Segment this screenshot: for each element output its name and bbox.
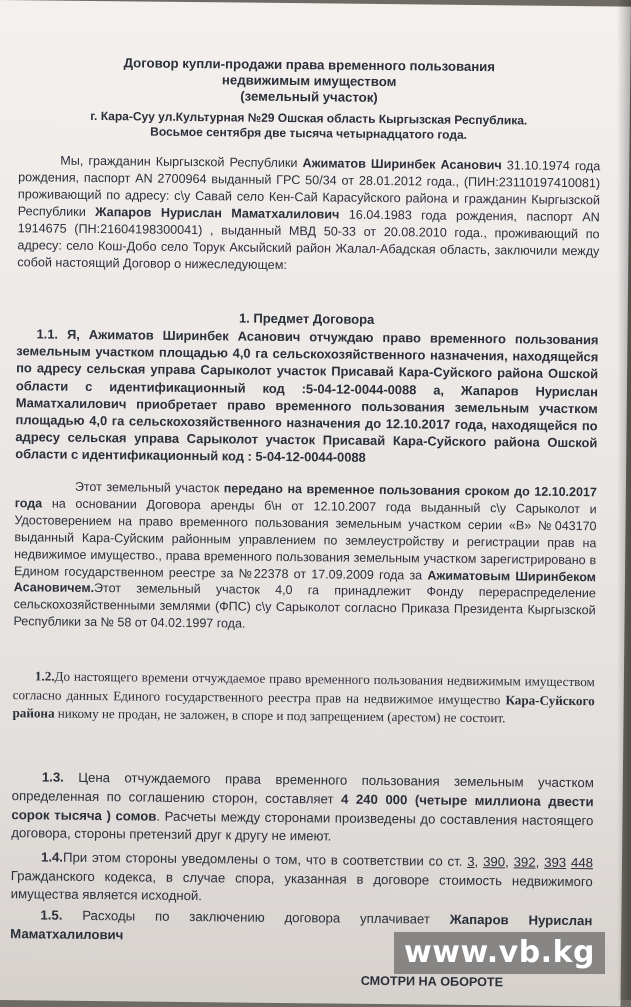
clause-1-2-bold: Кара-Суйского района — [12, 691, 595, 721]
clause-1-1: 1.1. Я, Ажиматов Ширинбек Асанович отчуждаю право временного пользования земельным участком площадью 4,0 га сельскохозяйственного назначения, находящейся по адресу сельская управа Сарыколот участок Присавай Кара-Суйского района Ошской области с идентификационный код :5-04-12-0044-0088 а, Жапаров Нурислан Маматхалилович приобретает право временного пользования земельным участком площадью 4,0 га сельскохозяйственного назначения до 12.10.2017 года, находящейся по адресу сельская управа Сарыколот участок Присавай Кара-Суйского района Ошской области с идентификационный код : 5-04-12-0044-0088 — [15, 326, 599, 466]
separator: , — [505, 854, 514, 870]
place-and-date — [39, 108, 579, 144]
clause-1-1-continued — [13, 478, 597, 636]
clause-1-1b-bold-1: передано на временное пользования сроком до 12.10.2017 года — [14, 481, 597, 511]
clause-1-4-number: 1.4. — [40, 849, 64, 865]
section-heading: 1. Предмет Договора — [238, 310, 375, 327]
clause-1-2-number: 1.2. — [34, 668, 55, 684]
clause-1-2 — [12, 667, 595, 729]
payer-name: Жапаров Нурислан Маматхалилович — [10, 911, 593, 942]
clause-1-5-number: 1.5. — [40, 907, 63, 923]
clause-1-1b-text-2: на основании Договора аренды б\н от 12.10.2007 года выданный с\у Сарыколот и Удостоверением на право временного пользования земельным участком серии «В» №043170 выданный Кара-Суйским районным управлением по землеустройству и регистрации прав на недвижимое имущество., права временного пользования земельным участком зарегистрировано в Едином государственном реестре за №22378 от 17.09.2009 года за — [13, 496, 597, 583]
title-line-3: (земельный участок) — [240, 88, 378, 105]
clause-1-1b-text-1: Этот земельный участок — [74, 479, 224, 496]
title-line-1: Договор купли-продажи права временного пользования — [123, 55, 496, 75]
intro-text-2: 31.10.1974 года рождения, паспорт AN 2700964 выданный ГРС 50/34 от 28.01.2012 года., (ПИН:23110197410081) проживающий по адресу: с\у Савай село Кен-Сай Карасуйского района и гражданин Кыргызской Республики — [17, 158, 601, 220]
clause-1-1b-text-3: Этот земельный участок 4,0 га принадлежит Фонду перераспределение сельскохозяйственными землями (ФПС) с\у Сарыколот согласно Приказа Президента Кыргызской Республики за № 58 от 04.02.1997 года. — [13, 581, 596, 631]
article-link-448[interactable]: 448 — [570, 855, 594, 871]
buyer-name: Жапаров Нурислан Маматхалилович — [95, 205, 340, 222]
article-link-392[interactable]: 392 — [513, 854, 536, 870]
price-amount: 4 240 000 (четыре миллиона двести сорок тысяча ) сомов — [11, 791, 594, 824]
article-link-390[interactable]: 390 — [483, 854, 506, 870]
clause-1-1b-bold-2: Ажиматовым Ширинбеком Асановичем. — [13, 568, 597, 596]
seller-name: Ажиматов Ширинбек Асанович — [302, 156, 502, 173]
separator: , — [535, 854, 545, 870]
article-link-3[interactable]: 3 — [467, 853, 475, 870]
page-edge-shadow — [617, 0, 631, 1000]
intro-text-3: 16.04.1983 года рождения, паспорт AN 1914675 (ПН:21604198300041) , выданный МВД 50-33 от 20.08.2010 года., проживающий по адресу: село Кош-Добо село Торук Аксыйский район Жалал-Абадская область, заключили между собой настоящий Договор о нижеследующем: — [17, 207, 600, 273]
intro-text-1: Мы, гражданин Кыргызской Республики — [60, 153, 303, 171]
intro-paragraph — [17, 152, 600, 277]
clause-1-3 — [11, 768, 594, 849]
separator: , — [474, 854, 484, 870]
clause-1-4-text-1: При этом стороны уведомлены о том, что в соответствии со ст. — [62, 849, 468, 869]
contract-place: г. Кара-Суу ул.Культурная №29 Ошская область Кыргызская Республика. — [90, 108, 528, 128]
clause-1-3-number: 1.3. — [41, 769, 64, 785]
clause-1-2-text-2: никому не продан, не заложен, в споре и под запрещением (арестом) не состоит. — [54, 705, 506, 726]
contract-date: Восьмое сентября две тысяча четырнадцатого года. — [150, 124, 468, 142]
see-overleaf-note: СМОТРИ НА ОБОРОТЕ — [360, 973, 504, 990]
clause-1-5-text: Расходы по заключению договора уплачивает — [62, 907, 450, 927]
document-title — [39, 54, 579, 108]
clause-1-3-text-1: Цена отчуждаемого права временного пользования земельным участком определенная по соглашению сторон, составляет — [11, 769, 594, 807]
site-watermark: www.vb.kg — [394, 932, 605, 974]
clause-1-4 — [11, 848, 594, 910]
article-link-393[interactable]: 393 — [544, 854, 567, 870]
clause-1-4-text-2: Гражданского кодекса, в случае спора, указанная в договоре стоимость недвижимого имущества является исходной. — [10, 867, 593, 904]
clause-1-3-text-2: . Расчеты между сторонами произведены до составления настоящего договора, стороны претензий друг к другу не имеют. — [11, 808, 594, 844]
title-line-2: недвижимым имуществом — [221, 72, 397, 90]
clause-1-2-text-1: До настоящего времени отчуждаемое право временного пользования недвижимым имуществом согласно данных Единого государственного реестра прав на недвижимое имущество — [12, 668, 595, 707]
